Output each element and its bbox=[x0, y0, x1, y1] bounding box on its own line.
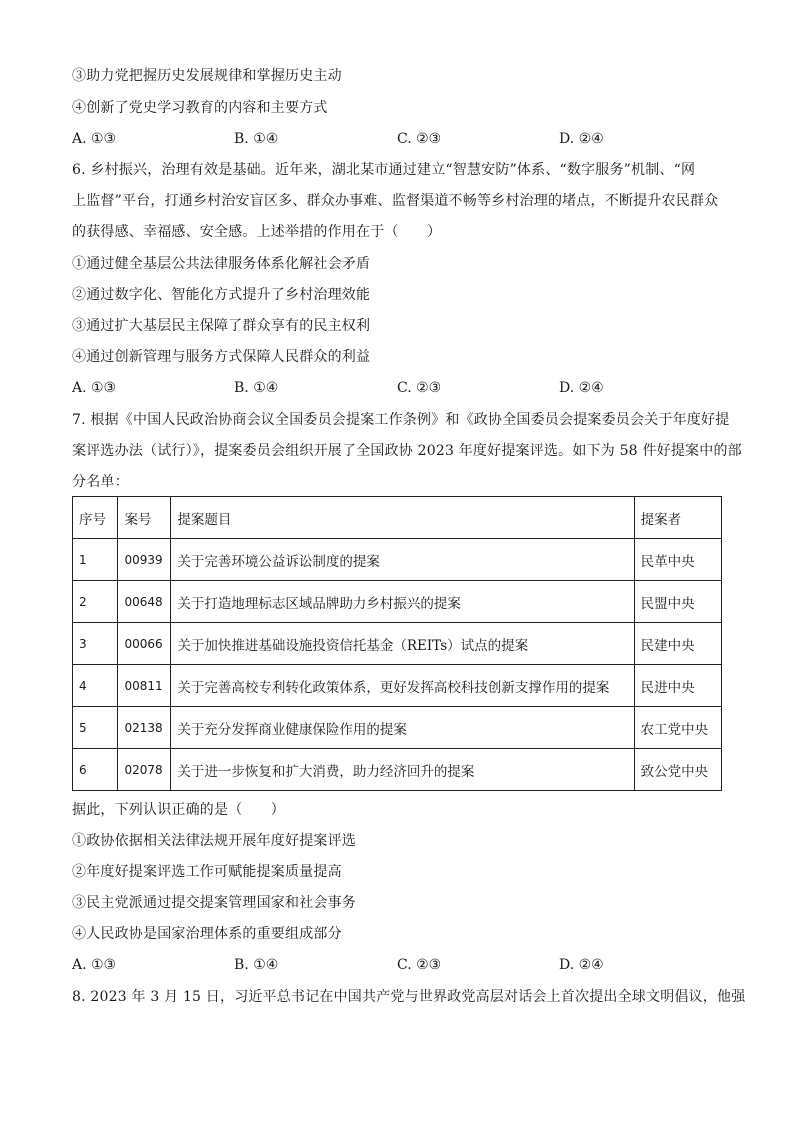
q6-item-3: ③通过扩大基层民主保障了群众享有的民主权利 bbox=[72, 318, 371, 334]
cell-serial: 5 bbox=[73, 707, 118, 749]
cell-proposer: 民进中央 bbox=[634, 665, 721, 707]
cell-case-no: 00811 bbox=[118, 665, 171, 707]
q5-item-4: ④创新了党史学习教育的内容和主要方式 bbox=[72, 100, 328, 116]
q7-stem-line-3: 分名单： bbox=[72, 474, 129, 490]
table-header-row bbox=[73, 497, 722, 539]
q5-option-a[interactable]: A. ①③ bbox=[72, 131, 117, 147]
cell-case-no: 00939 bbox=[118, 539, 171, 581]
q7-item-2: ②年度好提案评选工作可赋能提案质量提高 bbox=[72, 864, 342, 880]
q7-stem-line-2: 案评选办法（试行）》，提案委员会组织开展了全国政协 2023 年度好提案评选。如下为 58 件好提案中的部 bbox=[72, 443, 742, 459]
cell-proposer: 民盟中央 bbox=[634, 581, 721, 623]
cell-title: 关于充分发挥商业健康保险作用的提案 bbox=[171, 707, 634, 749]
q6-item-2: ②通过数字化、智能化方式提升了乡村治理效能 bbox=[72, 287, 371, 303]
cell-proposer: 农工党中央 bbox=[634, 707, 721, 749]
cell-case-no: 02078 bbox=[118, 749, 171, 791]
q7-option-c[interactable]: C. ②③ bbox=[397, 957, 442, 973]
q7-item-1: ①政协依据相关法律法规开展年度好提案评选 bbox=[72, 833, 356, 849]
q5-options bbox=[72, 129, 732, 149]
q6-option-a[interactable]: A. ①③ bbox=[72, 380, 117, 396]
cell-title: 关于完善环境公益诉讼制度的提案 bbox=[171, 539, 634, 581]
cell-serial: 3 bbox=[73, 623, 118, 665]
q6-item-1: ①通过健全基层公共法律服务体系化解社会矛盾 bbox=[72, 256, 371, 272]
q7-option-a[interactable]: A. ①③ bbox=[72, 957, 117, 973]
table-row bbox=[73, 581, 722, 623]
q6-option-b[interactable]: B. ①④ bbox=[234, 380, 279, 396]
cell-proposer: 民革中央 bbox=[634, 539, 721, 581]
q5-item-3: ③助力党把握历史发展规律和掌握历史主动 bbox=[72, 68, 342, 84]
cell-case-no: 00648 bbox=[118, 581, 171, 623]
cell-title: 关于进一步恢复和扩大消费，助力经济回升的提案 bbox=[171, 749, 634, 791]
q6-stem-line-1: 6. 乡村振兴，治理有效是基础。近年来，湖北某市通过建立“智慧安防”体系、“数字服务”机制、“网 bbox=[72, 162, 696, 178]
q6-option-c[interactable]: C. ②③ bbox=[397, 380, 442, 396]
q7-item-3: ③民主党派通过提交提案管理国家和社会事务 bbox=[72, 895, 356, 911]
table-row bbox=[73, 665, 722, 707]
cell-proposer: 民建中央 bbox=[634, 623, 721, 665]
proposal-table bbox=[72, 496, 722, 791]
cell-serial: 1 bbox=[73, 539, 118, 581]
table-row bbox=[73, 539, 722, 581]
table-row bbox=[73, 749, 722, 791]
header-case-no: 案号 bbox=[118, 497, 171, 539]
q7-option-b[interactable]: B. ①④ bbox=[234, 957, 279, 973]
q7-option-d[interactable]: D. ②④ bbox=[559, 957, 604, 973]
q5-option-c[interactable]: C. ②③ bbox=[397, 131, 442, 147]
cell-case-no: 02138 bbox=[118, 707, 171, 749]
cell-case-no: 00066 bbox=[118, 623, 171, 665]
q6-options bbox=[72, 378, 732, 398]
q7-item-4: ④人民政协是国家治理体系的重要组成部分 bbox=[72, 926, 342, 942]
q5-option-b[interactable]: B. ①④ bbox=[234, 131, 279, 147]
q6-option-d[interactable]: D. ②④ bbox=[559, 380, 604, 396]
cell-serial: 4 bbox=[73, 665, 118, 707]
q7-question: 据此，下列认识正确的是（ ） bbox=[72, 802, 285, 818]
q8-stem-line-1: 8. 2023 年 3 月 15 日，习近平总书记在中国共产党与世界政党高层对话会上首次提出全球文明倡议，他强 bbox=[72, 989, 746, 1005]
cell-serial: 6 bbox=[73, 749, 118, 791]
cell-title: 关于完善高校专利转化政策体系，更好发挥高校科技创新支撑作用的提案 bbox=[171, 665, 634, 707]
table-row bbox=[73, 623, 722, 665]
cell-proposer: 致公党中央 bbox=[634, 749, 721, 791]
cell-serial: 2 bbox=[73, 581, 118, 623]
cell-title: 关于打造地理标志区域品牌助力乡村振兴的提案 bbox=[171, 581, 634, 623]
q6-stem-line-2: 上监督”平台，打通乡村治安盲区多、群众办事难、监督渠道不畅等乡村治理的堵点，不断提升农民群众 bbox=[72, 193, 719, 209]
header-serial: 序号 bbox=[73, 497, 118, 539]
q6-item-4: ④通过创新管理与服务方式保障人民群众的利益 bbox=[72, 349, 371, 365]
table-row bbox=[73, 707, 722, 749]
header-title: 提案题目 bbox=[171, 497, 634, 539]
header-proposer: 提案者 bbox=[634, 497, 721, 539]
q7-options bbox=[72, 955, 732, 975]
q7-stem-line-1: 7. 根据《中国人民政治协商会议全国委员会提案工作条例》和《政协全国委员会提案委员会关于年度好提 bbox=[72, 412, 730, 428]
q5-option-d[interactable]: D. ②④ bbox=[559, 131, 604, 147]
q6-stem-line-3: 的获得感、幸福感、安全感。上述举措的作用在于（ ） bbox=[72, 224, 442, 240]
cell-title: 关于加快推进基础设施投资信托基金（REITs）试点的提案 bbox=[171, 623, 634, 665]
